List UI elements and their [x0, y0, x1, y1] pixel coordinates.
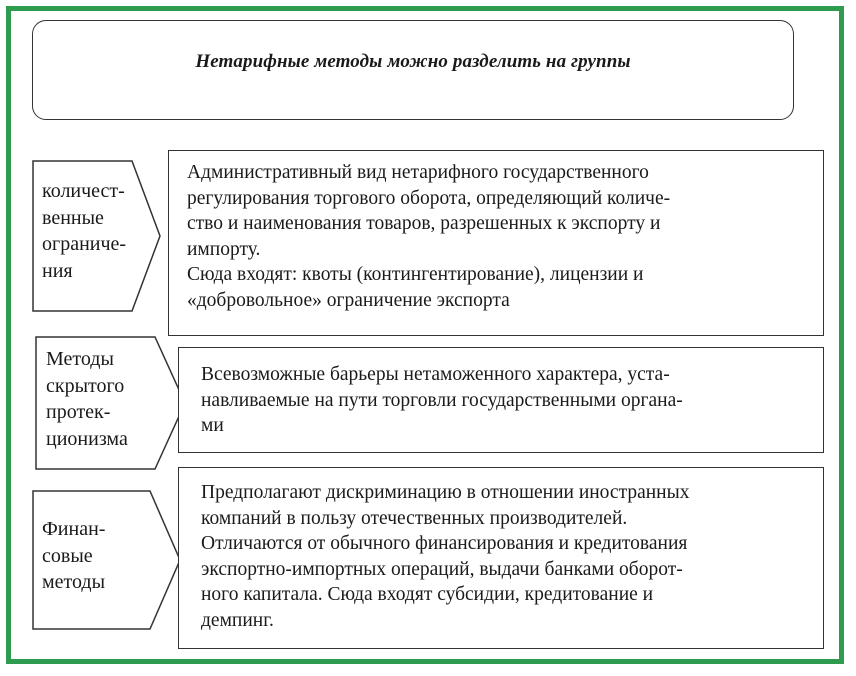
group-description-quantitative — [168, 150, 824, 336]
group-label-line: совые — [42, 544, 93, 567]
group-label-line: ограниче- — [42, 233, 127, 255]
description-line: Отличаются от обычного финансирования и кредитования — [201, 533, 688, 554]
description-line: Административный вид нетарифного государственного — [187, 162, 649, 183]
title-box — [32, 20, 794, 120]
group-description-hidden-protectionism — [178, 347, 824, 453]
description-line: навливаемые на пути торговли государственными органа- — [201, 389, 683, 411]
diagram-title: Нетарифные методы можно разделить на группы — [195, 51, 631, 72]
group-label-line: Методы — [46, 348, 114, 370]
description-line: Предполагают дискриминацию в отношении иностранных — [201, 482, 690, 503]
description-line: «добровольное» ограничение экспорта — [187, 289, 510, 311]
description-line: ство и наименования товаров, разрешенных к экспорту и — [187, 213, 661, 234]
group-label-line: скрытого — [46, 374, 125, 397]
group-label-line: ционизма — [46, 427, 128, 450]
description-line: ного капитала. Сюда входят субсидии, кредитование и — [201, 584, 654, 605]
group-description-financial — [178, 467, 824, 649]
group-label-line: количест- — [42, 180, 125, 202]
group-label-line: Финан- — [42, 518, 106, 540]
group-label-line: методы — [42, 571, 106, 593]
group-label-line: протек- — [46, 401, 111, 423]
description-line: регулирования торгового оборота, определяющий количе- — [187, 187, 671, 209]
description-line: Сюда входят: квоты (контингентирование), лицензии и — [187, 264, 644, 285]
group-label-line: ния — [42, 259, 73, 282]
description-line: компаний в пользу отечественных производителей. — [201, 507, 628, 529]
description-line: импорту. — [187, 238, 261, 260]
description-line: демпинг. — [201, 609, 274, 631]
description-line: экспортно-импортных операций, выдачи банками оборот- — [201, 558, 683, 580]
group-label-financial — [42, 516, 105, 596]
group-label-hidden-protectionism — [46, 346, 128, 452]
description-line: ми — [201, 415, 224, 436]
group-label-line: венные — [42, 206, 104, 229]
description-line: Всевозможные барьеры нетаможенного характера, уста- — [201, 364, 670, 385]
group-label-quantitative — [42, 178, 126, 284]
